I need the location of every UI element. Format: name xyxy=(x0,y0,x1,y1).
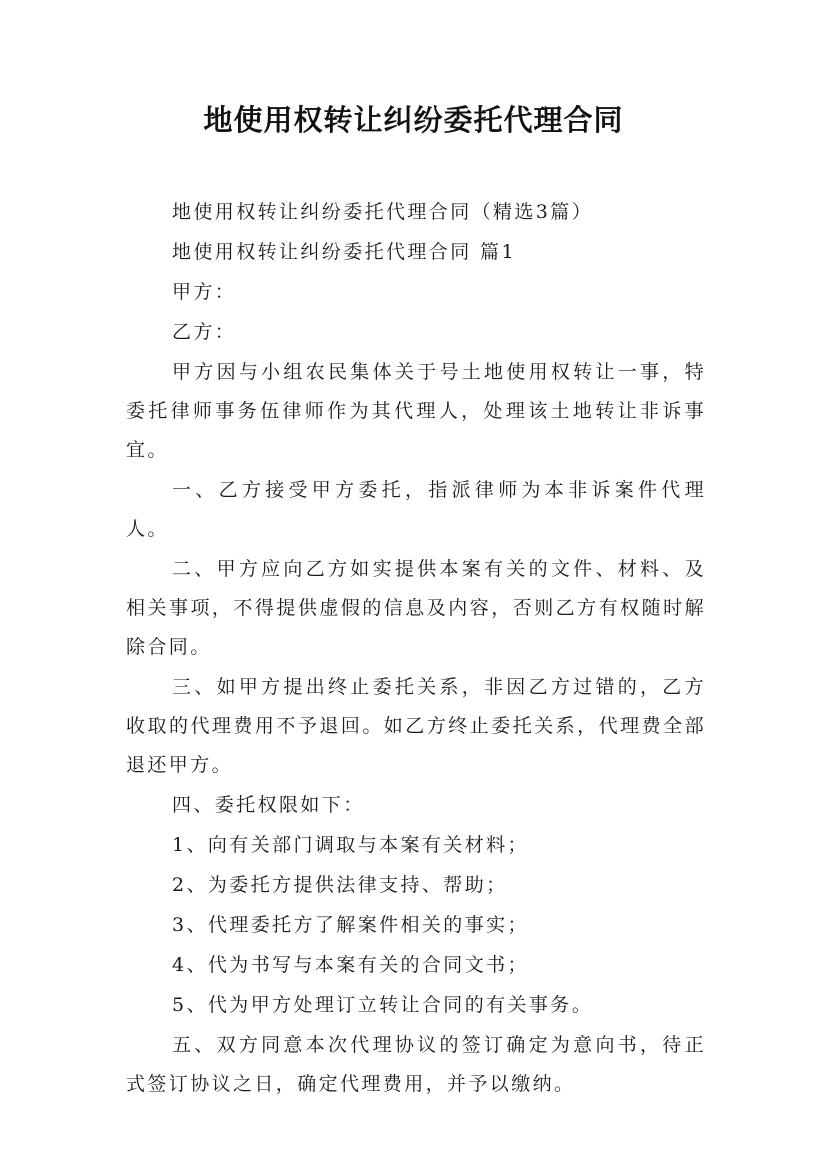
paragraph-item-3: 3、代理委托方了解案件相关的事实； xyxy=(172,914,529,936)
paragraph-item-1: 1、向有关部门调取与本案有关材料； xyxy=(172,834,529,856)
paragraph-clause-2: 二、甲方应向乙方如实提供本案有关的文件、材料、及相关事项，不得提供虚假的信息及内容，否则乙方有权随时解除合同。 xyxy=(126,558,706,658)
paragraph-subtitle: 地使用权转让纠纷委托代理合同（精选3篇） xyxy=(172,201,594,223)
paragraph-item-4: 4、代为书写与本案有关的合同文书； xyxy=(172,954,529,976)
paragraph-party-a: 甲方： xyxy=(172,281,237,303)
paragraph-item-2: 2、为委托方提供法律支持、帮助； xyxy=(172,874,508,896)
paragraph-clause-3: 三、如甲方提出终止委托关系，非因乙方过错的，乙方收取的代理费用不予退回。如乙方终止委托关系，代理费全部退还甲方。 xyxy=(126,676,706,776)
paragraph-section-heading: 地使用权转让纠纷委托代理合同 篇1 xyxy=(172,241,516,263)
paragraph-clause-4: 四、委托权限如下： xyxy=(172,794,365,816)
paragraph-intro: 甲方因与小组农民集体关于号土地使用权转让一事，特委托律师事务伍律师作为其代理人，处理该土地转让非诉事宜。 xyxy=(126,361,706,461)
document-title: 地使用权转让纠纷委托代理合同 xyxy=(203,103,624,137)
paragraph-item-5: 5、代为甲方处理订立转让合同的有关事务。 xyxy=(172,994,594,1016)
paragraph-party-b: 乙方： xyxy=(172,321,237,343)
paragraph-clause-5: 五、双方同意本次代理协议的签订确定为意向书，待正式签订协议之日，确定代理费用，并予以缴纳。 xyxy=(126,1034,706,1095)
document-body xyxy=(126,193,706,1105)
paragraph-clause-1: 一、乙方接受甲方委托，指派律师为本非诉案件代理人。 xyxy=(126,479,706,540)
